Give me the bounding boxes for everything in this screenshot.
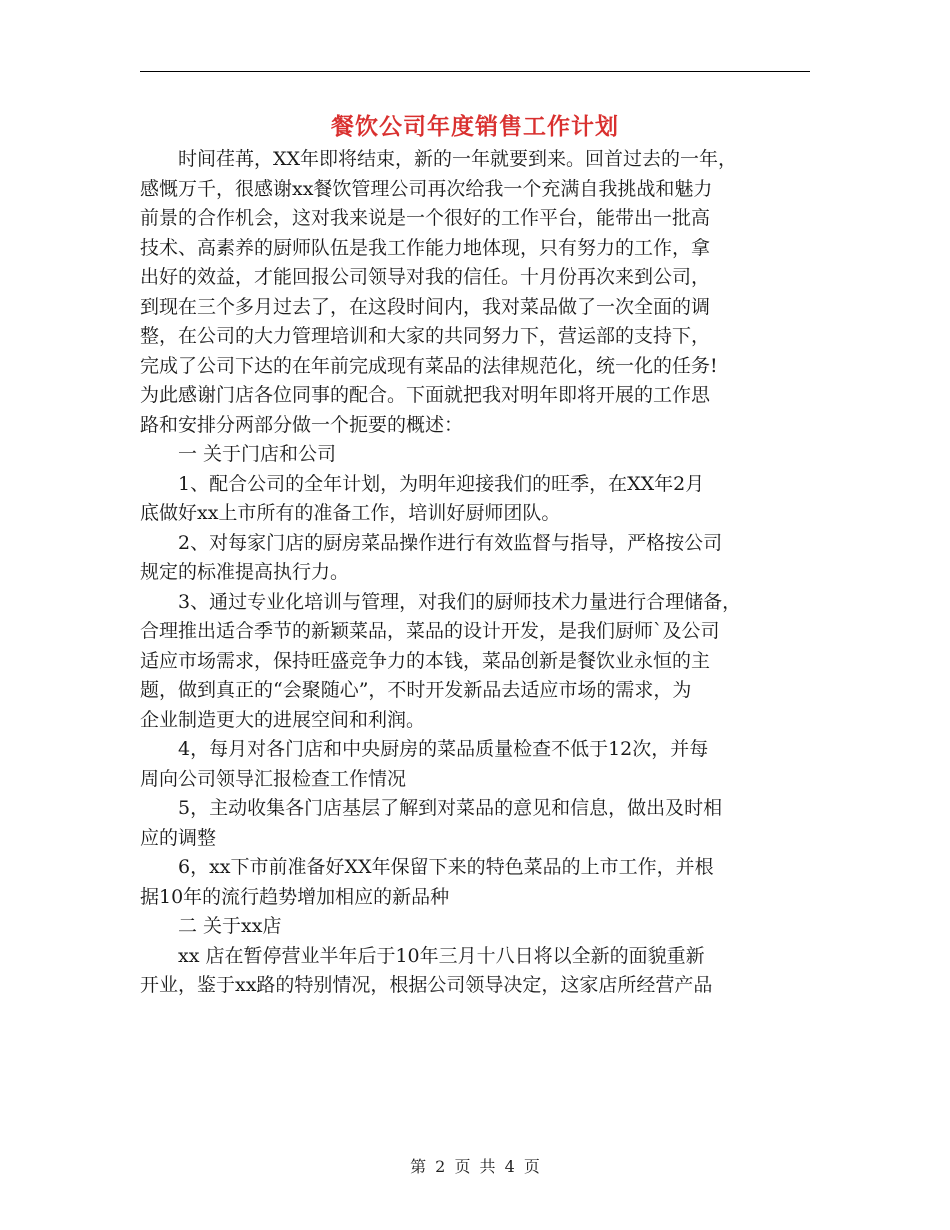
list-item-4: 4，每月对各门店和中央厨房的菜品质量检查不低于12次，并每 周向公司领导汇报检查工作情况 [140,738,709,790]
section-heading-xx-store: 二 关于xx店 [178,915,282,937]
document-body [140,145,815,1001]
paragraph-xx-store: xx 店在暂停营业半年后于10年三月十八日将以全新的面貌重新 开业，鉴于xx路的特别情况，根据公司领导决定，这家店所经营产品 [140,944,713,996]
list-item-3: 3、通过专业化培训与管理，对我们的厨师技术力量进行合理储备， 合理推出适合季节的新颖菜品，菜品的设计开发，是我们厨师`及公司 适应市场需求，保持旺盛竞争力的本钱，菜品创新是餐饮业永恒的主 题，做到真正的“会聚随心”，不时开发新品去适应市场的需求，为 企业制造更大的进展空间和利润。 [140,590,742,731]
list-item-2: 2、对每家门店的厨房菜品操作进行有效监督与指导，严格按公司 规定的标准提高执行力。 [140,531,723,583]
document-title: 餐饮公司年度销售工作计划 [331,114,619,140]
section-heading-stores-company: 一 关于门店和公司 [178,443,337,465]
paragraph-intro: 时间荏苒，XX年即将结束，新的一年就要到来。回首过去的一年， 感慨万千，很感谢xx餐饮管理公司再次给我一个充满自我挑战和魅力 前景的合作机会，这对我来说是一个很好的工作平台，能带出一批高 技术、高素养的厨师队伍是我工作能力地体现，只有努力的工作，拿 出好的效益，才能回报公司领导对我的信任。十月份再次来到公司， 到现在三个多月过去了，在这段时间内，我对菜品做了一次全面的调 整，在公司的大力管理培训和大家的共同努力下，营运部的支持下， 完成了公司下达的在年前完成现有菜品的法律规范化，统一化的任务! 为此感谢门店各位同事的配合。下面就把我对明年即将开展的工作思 路和安排分两部分做一个扼要的概述： [140,148,738,436]
header-rule [140,71,810,72]
list-item-6: 6，xx下市前准备好XX年保留下来的特色菜品的上市工作，并根 据10年的流行趋势增加相应的新品种 [140,856,714,908]
list-item-5: 5，主动收集各门店基层了解到对菜品的意见和信息，做出及时相 应的调整 [140,797,723,849]
list-item-1: 1、配合公司的全年计划，为明年迎接我们的旺季，在XX年2月 底做好xx上市所有的准备工作，培训好厨师团队。 [140,472,705,524]
page-number-footer: 第 2 页 共 4 页 [410,1157,540,1176]
